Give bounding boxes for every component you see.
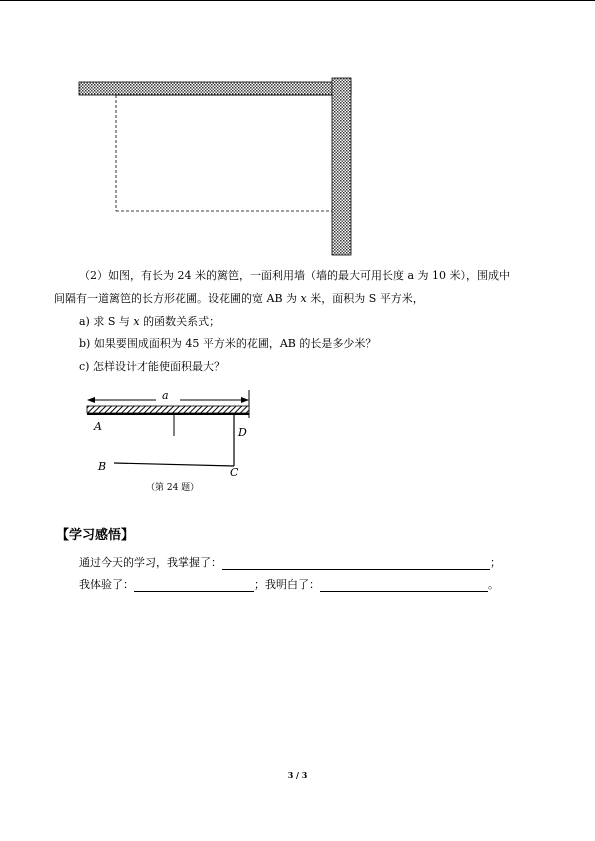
- question-c: c) 怎样设计才能使面积最大？: [79, 360, 225, 373]
- page-number: 3 / 3: [287, 770, 308, 780]
- reflection-line1: [79, 556, 501, 570]
- question-a: [79, 315, 220, 329]
- label-C: C: [230, 466, 239, 479]
- problem2-line2-a: 间隔有一道篱笆的长方形花圃。设花圃的宽 AB 为: [54, 292, 301, 305]
- problem2-line2-b: 米，面积为 S 平方米，: [306, 292, 424, 305]
- reflection-line1-suffix: ；: [490, 556, 501, 569]
- blank-understood[interactable]: [320, 579, 488, 592]
- label-a: a: [162, 389, 169, 402]
- problem2-line2: [54, 292, 424, 306]
- page-top-rule: [0, 0, 595, 1]
- question-b: b) 如果要围成面积为 45 平方米的花圃，AB 的长是多少米？: [79, 337, 377, 350]
- problem2-line1: （2）如图，有长为 24 米的篱笆，一面利用墙（墙的最大可用长度 a 为 10 米），围成中: [79, 269, 511, 282]
- label-A: A: [94, 420, 102, 433]
- right-wall: [332, 78, 351, 255]
- var-x: x: [300, 292, 307, 305]
- blank-experienced[interactable]: [134, 579, 254, 592]
- fence-bc: [114, 463, 234, 466]
- blank-mastered[interactable]: [222, 557, 490, 570]
- arrowhead-left: [87, 397, 95, 403]
- top-wall: [79, 82, 351, 95]
- section-title: 【学习感悟】: [56, 528, 135, 543]
- wall-corner-figure: [70, 72, 360, 257]
- hatched-wall: [87, 406, 249, 413]
- reflection-line2-prefix: 我体验了：: [79, 578, 134, 591]
- question-a-text2: 的函数关系式；: [139, 315, 221, 328]
- label-D: D: [238, 426, 247, 439]
- label-B: B: [98, 460, 107, 473]
- figure-caption: （第 24 题）: [146, 483, 200, 493]
- reflection-line2-mid: ；我明白了：: [254, 578, 320, 591]
- arrowhead-right: [241, 397, 249, 403]
- fence-figure: [82, 384, 267, 494]
- reflection-line1-prefix: 通过今天的学习，我掌握了：: [79, 556, 222, 569]
- reflection-line2: [79, 578, 499, 592]
- reflection-line2-suffix: 。: [488, 578, 499, 591]
- question-a-text1: a) 求 S 与: [79, 315, 134, 328]
- var-x: x: [133, 315, 140, 328]
